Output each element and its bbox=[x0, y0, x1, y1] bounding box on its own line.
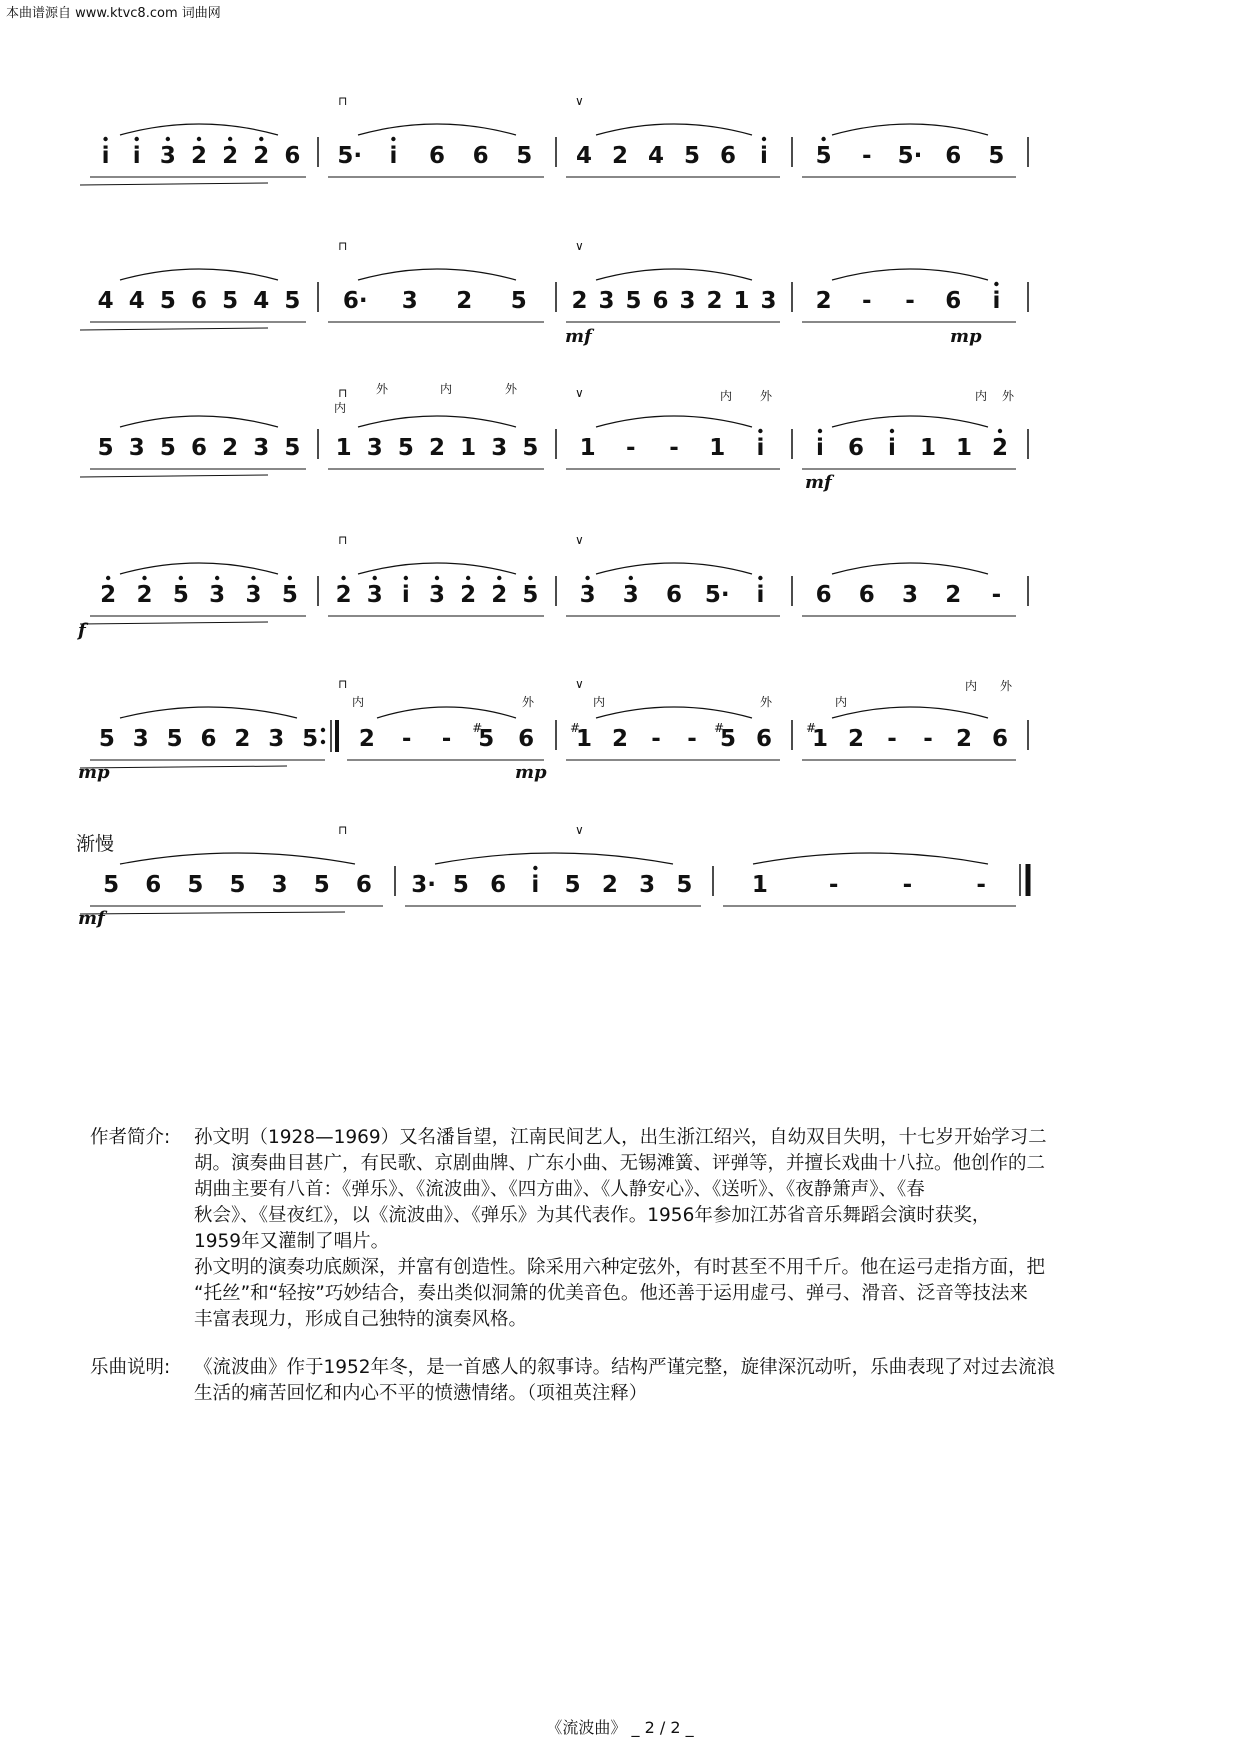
note-digit: - bbox=[828, 872, 839, 898]
note-digit: 1 bbox=[733, 288, 750, 314]
slur bbox=[596, 707, 752, 718]
up-bow-mark: ∨ bbox=[575, 533, 584, 547]
slur bbox=[358, 124, 516, 135]
octave-dot bbox=[821, 137, 825, 141]
note-digit: 3 bbox=[901, 582, 919, 608]
sharp-sign: # bbox=[806, 721, 817, 735]
string-mark: 外 bbox=[760, 389, 773, 403]
sharp-sign: # bbox=[570, 721, 581, 735]
up-bow-mark: ∨ bbox=[575, 94, 584, 108]
note-digit: 6 bbox=[719, 143, 737, 169]
note-digit: - bbox=[687, 726, 697, 752]
note-digit: 5· bbox=[337, 143, 363, 169]
bio-line: 丰富表现力，形成自己独特的演奏风格。 bbox=[194, 1309, 528, 1330]
page-footer: 《流波曲》 _ 2 / 2 _ bbox=[546, 1718, 694, 1737]
hairpin bbox=[80, 912, 345, 914]
string-mark: 内 bbox=[835, 695, 848, 709]
note-digit: 5 bbox=[159, 435, 176, 461]
note-digit: - bbox=[976, 872, 986, 898]
note-digit: i bbox=[756, 582, 765, 608]
bio-line: “托丝”和“轻按”巧妙结合，奏出类似洞箫的优美音色。他还善于运用虚弓、弹弓、滑音、泛音等技法来 bbox=[194, 1283, 1028, 1304]
slur bbox=[120, 853, 355, 864]
octave-dot bbox=[259, 137, 263, 141]
note-digit: 2 bbox=[222, 143, 239, 169]
octave-dot bbox=[528, 576, 532, 580]
note-digit: 1 bbox=[575, 726, 593, 752]
octave-dot bbox=[818, 429, 822, 433]
note-digit: i bbox=[531, 872, 540, 898]
note-digit: 2 bbox=[190, 143, 208, 169]
note-digit: 5 bbox=[815, 143, 832, 169]
string-mark: 外 bbox=[522, 695, 535, 709]
octave-dot bbox=[179, 576, 183, 580]
octave-dot bbox=[890, 429, 894, 433]
note-digit: 5 bbox=[683, 143, 701, 169]
note-digit: 5 bbox=[397, 435, 414, 461]
dynamic-marking: mp bbox=[78, 762, 110, 783]
slur bbox=[120, 707, 297, 718]
hairpin bbox=[80, 328, 268, 330]
down-bow-mark: ⊓ bbox=[338, 94, 348, 108]
note-digit: i bbox=[132, 143, 141, 169]
note-digit: 6 bbox=[665, 582, 683, 608]
note-digit: 6 bbox=[518, 726, 535, 752]
octave-dot bbox=[404, 576, 408, 580]
note-digit: 2 bbox=[991, 435, 1009, 461]
note-digit: 3· bbox=[411, 872, 436, 898]
dynamic-marking: f bbox=[78, 620, 86, 641]
note-digit: 5 bbox=[478, 726, 495, 752]
note-digit: - bbox=[902, 872, 913, 898]
note-digit: i bbox=[816, 435, 824, 461]
note-digit: 3 bbox=[268, 726, 285, 752]
octave-dot bbox=[497, 576, 501, 580]
slur bbox=[832, 563, 988, 574]
octave-dot bbox=[251, 576, 255, 580]
note-digit: 3 bbox=[428, 582, 446, 608]
octave-dot bbox=[762, 137, 766, 141]
note-digit: i bbox=[760, 143, 768, 169]
hairpin bbox=[80, 622, 268, 624]
note-digit: 1 bbox=[811, 726, 829, 752]
note-digit: 2 bbox=[460, 582, 477, 608]
note-digit: 2 bbox=[234, 726, 251, 752]
up-bow-mark: ∨ bbox=[575, 677, 584, 691]
octave-dot bbox=[998, 429, 1002, 433]
octave-dot bbox=[629, 576, 633, 580]
slur bbox=[377, 707, 516, 718]
repeat-dot bbox=[321, 740, 325, 744]
note-digit: 6 bbox=[200, 726, 217, 752]
octave-dot bbox=[288, 576, 292, 580]
note-digit: 1 bbox=[955, 435, 973, 461]
note-digit: 5 bbox=[172, 582, 189, 608]
slur bbox=[596, 269, 752, 280]
slur bbox=[120, 269, 278, 280]
note-digit: 5· bbox=[704, 582, 730, 608]
octave-dot bbox=[758, 576, 762, 580]
note-digit: 6 bbox=[428, 143, 446, 169]
note-digit: 5 bbox=[166, 726, 183, 752]
note-digit: 2 bbox=[815, 288, 832, 314]
note-line: 《流波曲》作于1952年冬，是一首感人的叙事诗。结构严谨完整，旋律深沉动听，乐曲表现了对过去流浪 bbox=[194, 1357, 1056, 1378]
string-mark: 外 bbox=[505, 382, 518, 396]
slur bbox=[832, 416, 988, 427]
octave-dot bbox=[166, 137, 170, 141]
note-digit: 3 bbox=[401, 288, 418, 314]
note-digit: 3 bbox=[209, 582, 226, 608]
note-digit: - bbox=[887, 726, 897, 752]
octave-dot bbox=[373, 576, 377, 580]
note-digit: 2 bbox=[955, 726, 973, 752]
note-digit: - bbox=[441, 726, 452, 752]
note-digit: 3 bbox=[128, 435, 145, 461]
bio-line: 胡。演奏曲目甚广，有民歌、京剧曲牌、广东小曲、无锡滩簧、评弹等，并擅长戏曲十八拉。他创作的二 bbox=[194, 1153, 1046, 1174]
note-digit: i bbox=[401, 582, 410, 608]
up-bow-mark: ∨ bbox=[575, 386, 584, 400]
note-digit: 6 bbox=[945, 143, 962, 169]
slur bbox=[120, 124, 278, 135]
note-digit: - bbox=[862, 288, 872, 314]
note-digit: 3 bbox=[622, 582, 639, 608]
octave-dot bbox=[994, 282, 998, 286]
slur bbox=[358, 416, 516, 427]
octave-dot bbox=[341, 576, 345, 580]
note-digit: 5 bbox=[719, 726, 737, 752]
note-digit: 5 bbox=[452, 872, 469, 898]
string-mark: 内 bbox=[965, 679, 978, 693]
note-digit: - bbox=[991, 582, 1002, 608]
bio-line: 1959年又灌制了唱片。 bbox=[194, 1231, 390, 1252]
bio-line: 孙文明的演奏功底颇深，并富有创造性。除采用六种定弦外，有时甚至不用千斤。他在运弓走指方面，把 bbox=[194, 1257, 1046, 1278]
note-digit: 6 bbox=[991, 726, 1009, 752]
note-digit: 5 bbox=[284, 435, 301, 461]
note-digit: 6 bbox=[145, 872, 162, 898]
note-digit: 5 bbox=[510, 288, 527, 314]
note-digit: 5 bbox=[625, 288, 642, 314]
note-digit: 2 bbox=[706, 288, 723, 314]
note-digit: 3 bbox=[760, 288, 777, 314]
note-digit: 3 bbox=[159, 143, 176, 169]
down-bow-mark: ⊓ bbox=[338, 386, 348, 400]
note-digit: 5 bbox=[281, 582, 298, 608]
octave-dot bbox=[106, 576, 110, 580]
note-digit: 3 bbox=[245, 582, 262, 608]
octave-dot bbox=[466, 576, 470, 580]
down-bow-mark: ⊓ bbox=[338, 239, 348, 253]
bio-line: 孙文明（1928—1969）又名潘旨望，江南民间艺人，出生浙江绍兴，自幼双目失明，十七岁开始学习二 bbox=[194, 1127, 1047, 1148]
note-digit: i bbox=[756, 435, 765, 461]
dynamic-marking: mf bbox=[805, 472, 832, 493]
watermark: 本曲谱源自 www.ktvc8.com 词曲网 bbox=[6, 6, 221, 21]
note-digit: 6 bbox=[472, 143, 489, 169]
sharp-sign: # bbox=[714, 721, 725, 735]
tempo-marking: 渐慢 bbox=[76, 833, 115, 855]
hairpin bbox=[80, 766, 287, 768]
octave-dot bbox=[215, 576, 219, 580]
composer-bio bbox=[90, 1125, 1170, 1333]
note-digit: 2 bbox=[611, 726, 629, 752]
note-digit: 3 bbox=[639, 872, 656, 898]
note-digit: - bbox=[905, 288, 915, 314]
note-digit: - bbox=[923, 726, 933, 752]
note-digit: 5 bbox=[284, 288, 301, 314]
hairpin bbox=[80, 475, 268, 477]
note-digit: 5 bbox=[522, 435, 539, 461]
note-digit: - bbox=[651, 726, 661, 752]
repeat-dot bbox=[321, 728, 325, 732]
note-digit: 3 bbox=[271, 872, 288, 898]
note-digit: 2 bbox=[222, 435, 239, 461]
slur bbox=[120, 416, 278, 427]
note-digit: i bbox=[101, 143, 110, 169]
note-digit: i bbox=[389, 143, 398, 169]
note-digit: 1 bbox=[709, 435, 726, 461]
octave-dot bbox=[228, 137, 232, 141]
dynamic-marking: mf bbox=[78, 908, 105, 929]
note-digit: 2 bbox=[571, 288, 588, 314]
note-digit: i bbox=[888, 435, 896, 461]
text-section bbox=[90, 1125, 1170, 1407]
note-digit: 1 bbox=[460, 435, 477, 461]
up-bow-mark: ∨ bbox=[575, 823, 584, 837]
octave-dot bbox=[197, 137, 201, 141]
note-digit: 1 bbox=[751, 872, 768, 898]
string-mark: 内 bbox=[975, 389, 988, 403]
note-digit: 5 bbox=[564, 872, 581, 898]
note-digit: 4 bbox=[253, 288, 270, 314]
note-digit: 3 bbox=[579, 582, 596, 608]
string-mark: 内 bbox=[720, 389, 733, 403]
string-mark: 外 bbox=[1002, 389, 1015, 403]
note-digit: 2 bbox=[491, 582, 508, 608]
note-digit: 6 bbox=[190, 288, 208, 314]
slur bbox=[832, 707, 988, 718]
note-digit: 2 bbox=[601, 872, 618, 898]
down-bow-mark: ⊓ bbox=[338, 823, 348, 837]
octave-dot bbox=[435, 576, 439, 580]
note-digit: 2 bbox=[611, 143, 629, 169]
octave-dot bbox=[103, 137, 107, 141]
note-digit: i bbox=[992, 288, 1001, 314]
note-digit: 2 bbox=[945, 582, 962, 608]
note-digit: 6 bbox=[284, 143, 301, 169]
bio-label: 作者简介: bbox=[90, 1127, 171, 1148]
note-digit: 6 bbox=[190, 435, 208, 461]
note-digit: 3 bbox=[679, 288, 696, 314]
note-digit: 5· bbox=[897, 143, 923, 169]
note-digit: 5 bbox=[229, 872, 246, 898]
note-digit: 2 bbox=[335, 582, 352, 608]
note-digit: 3 bbox=[366, 582, 383, 608]
note-digit: 1 bbox=[335, 435, 352, 461]
string-mark: 外 bbox=[760, 695, 773, 709]
note-digit: 2 bbox=[428, 435, 446, 461]
note-line: 生活的痛苦回忆和内心不平的愤懑情绪。（项祖英注释） bbox=[194, 1383, 648, 1404]
note-digit: 2 bbox=[358, 726, 375, 752]
note-digit: 6 bbox=[652, 288, 669, 314]
slur bbox=[435, 853, 673, 864]
dynamic-marking: mp bbox=[515, 762, 547, 783]
sharp-sign: # bbox=[472, 721, 483, 735]
up-bow-mark: ∨ bbox=[575, 239, 584, 253]
note-digit: 5 bbox=[222, 288, 239, 314]
octave-dot bbox=[585, 576, 589, 580]
note-digit: 5 bbox=[98, 726, 115, 752]
string-mark: 内 bbox=[440, 382, 453, 396]
note-digit: 2 bbox=[847, 726, 865, 752]
note-digit: 6· bbox=[342, 288, 368, 314]
octave-dot bbox=[533, 866, 537, 870]
note-digit: 5 bbox=[522, 582, 539, 608]
note-digit: 5 bbox=[187, 872, 204, 898]
note-digit: 1 bbox=[579, 435, 596, 461]
slur bbox=[120, 563, 278, 574]
note-digit: 2 bbox=[136, 582, 153, 608]
note-digit: 6 bbox=[847, 435, 865, 461]
note-digit: 5 bbox=[988, 143, 1005, 169]
note-label: 乐曲说明: bbox=[90, 1357, 171, 1378]
note-digit: 6 bbox=[858, 582, 875, 608]
bio-line: 秋会》、《昼夜红》，以《流波曲》、《弹乐》为其代表作。1956年参加江苏省音乐舞蹈会演时获奖， bbox=[194, 1205, 991, 1226]
note-digit: 5 bbox=[302, 726, 319, 752]
slur bbox=[596, 124, 752, 135]
string-mark: 内 bbox=[593, 695, 606, 709]
dynamic-marking: mp bbox=[950, 326, 982, 347]
down-bow-mark: ⊓ bbox=[338, 677, 348, 691]
string-mark: 外 bbox=[376, 382, 389, 396]
string-mark: 外 bbox=[1000, 679, 1013, 693]
note-digit: 6 bbox=[755, 726, 773, 752]
slur bbox=[753, 853, 988, 864]
note-digit: 2 bbox=[456, 288, 473, 314]
note-digit: 4 bbox=[575, 143, 593, 169]
note-digit: 6 bbox=[490, 872, 507, 898]
slur bbox=[358, 269, 516, 280]
note-digit: 5 bbox=[313, 872, 330, 898]
note-digit: - bbox=[862, 143, 872, 169]
note-digit: 3 bbox=[366, 435, 383, 461]
note-digit: 3 bbox=[132, 726, 149, 752]
note-digit: - bbox=[626, 435, 636, 461]
note-digit: 2 bbox=[100, 582, 117, 608]
bio-line: 胡曲主要有八首：《弹乐》、《流波曲》、《四方曲》、《人静安心》、《送听》、《夜静箫声》、《春 bbox=[194, 1179, 925, 1200]
note-digit: 3 bbox=[598, 288, 615, 314]
note-digit: 1 bbox=[919, 435, 937, 461]
octave-dot bbox=[142, 576, 146, 580]
note-digit: 6 bbox=[815, 582, 832, 608]
note-digit: 2 bbox=[253, 143, 270, 169]
string-mark: 内 bbox=[352, 695, 365, 709]
slur bbox=[596, 416, 752, 427]
slur bbox=[832, 124, 988, 135]
note-digit: - bbox=[669, 435, 679, 461]
note-digit: 5 bbox=[676, 872, 693, 898]
octave-dot bbox=[135, 137, 139, 141]
piece-note bbox=[90, 1355, 1170, 1407]
hairpin bbox=[80, 183, 268, 185]
slur bbox=[832, 269, 988, 280]
down-bow-mark: ⊓ bbox=[338, 533, 348, 547]
note-digit: 3 bbox=[491, 435, 508, 461]
dynamic-marking: mf bbox=[565, 326, 592, 347]
note-digit: 6 bbox=[945, 288, 962, 314]
note-digit: 5 bbox=[159, 288, 176, 314]
note-digit: 5 bbox=[516, 143, 533, 169]
note-digit: 3 bbox=[253, 435, 270, 461]
slur bbox=[358, 563, 516, 574]
note-digit: 5 bbox=[97, 435, 114, 461]
string-mark: 内 bbox=[334, 401, 347, 415]
octave-dot bbox=[758, 429, 762, 433]
note-digit: 6 bbox=[355, 872, 372, 898]
octave-dot bbox=[391, 137, 395, 141]
note-digit: 5 bbox=[103, 872, 120, 898]
note-digit: - bbox=[401, 726, 412, 752]
note-digit: 4 bbox=[97, 288, 114, 314]
note-digit: 4 bbox=[128, 288, 145, 314]
slur bbox=[596, 563, 752, 574]
note-digit: 4 bbox=[647, 143, 665, 169]
